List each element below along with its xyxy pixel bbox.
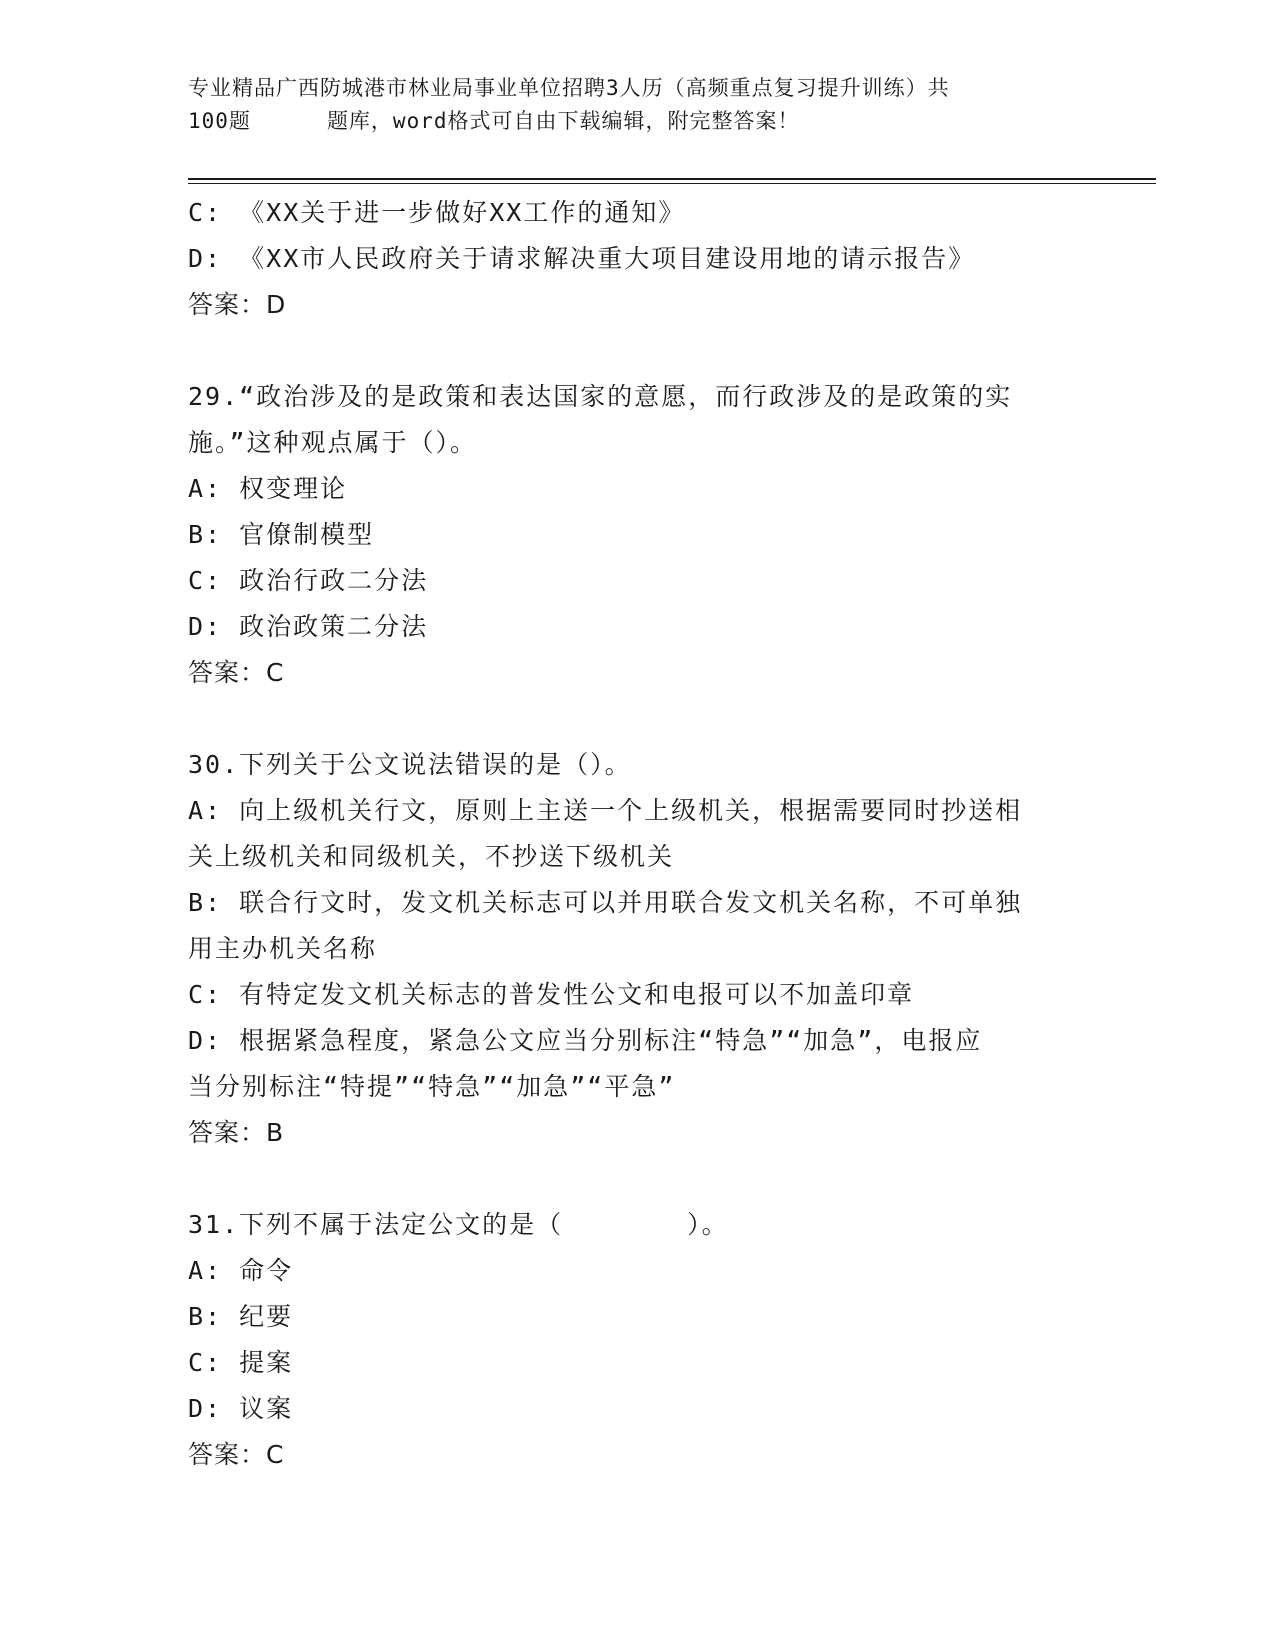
option-d: D: 《XX市人民政府关于请求解决重大项目建设用地的请示报告》 [188, 244, 976, 273]
option-b: B: 官僚制模型 [188, 520, 375, 549]
question-31 [188, 1202, 1088, 1478]
question-28-continued [188, 190, 1088, 328]
question-30 [188, 742, 1088, 1156]
option-d: D: 政治政策二分法 [188, 612, 429, 641]
document-body [188, 190, 1088, 1478]
option-d-continued: 当分别标注“特提”“特急”“加急”“平急” [188, 1072, 676, 1101]
option-c: C: 《XX关于进一步做好XX工作的通知》 [188, 198, 686, 227]
option-c: C: 政治行政二分法 [188, 566, 429, 595]
question-stem-line [188, 1202, 1088, 1248]
option-b: B: 联合行文时，发文机关标志可以并用联合发文机关名称，不可单独 [188, 888, 1023, 917]
answer-line: 答案：D [188, 290, 287, 319]
header-line-1: 专业精品广西防城港市林业局事业单位招聘3人历（高频重点复习提升训练）共 [188, 76, 950, 100]
option-b: B: 纪要 [188, 1302, 294, 1331]
option-c: C: 提案 [188, 1348, 294, 1377]
option-a-continued: 关上级机关和同级机关，不抄送下级机关 [188, 842, 675, 871]
answer-line: 答案：C [188, 658, 285, 687]
header-divider-thin [188, 183, 1156, 184]
option-a: A: 向上级机关行文，原则上主送一个上级机关，根据需要同时抄送相 [188, 796, 1023, 825]
page-header [188, 72, 1108, 138]
option-d: D: 根据紧急程度，紧急公文应当分别标注“特急”“加急”，电报应 [188, 1026, 983, 1055]
header-description: 题库，word格式可自由下载编辑，附完整答案！ [326, 109, 800, 133]
header-divider-thick [188, 178, 1156, 180]
question-stem-line: 30.下列关于公文说法错误的是（）。 [188, 750, 632, 779]
option-d: D: 议案 [188, 1394, 294, 1423]
answer-line: 答案：C [188, 1440, 285, 1469]
option-a: A: 命令 [188, 1256, 294, 1285]
question-stem-line: 施。”这种观点属于（）。 [188, 428, 478, 457]
question-stem-end: ）。 [687, 1210, 729, 1239]
header-count: 100题 [188, 109, 251, 133]
header-line-2 [188, 105, 1108, 138]
question-stem-start: 31.下列不属于法定公文的是（ [188, 1210, 564, 1239]
option-c: C: 有特定发文机关标志的普发性公文和电报可以不加盖印章 [188, 980, 915, 1009]
question-29 [188, 374, 1088, 696]
option-b-continued: 用主办机关名称 [188, 934, 378, 963]
question-stem-line: 29.“政治涉及的是政策和表达国家的意愿，而行政涉及的是政策的实 [188, 382, 1013, 411]
option-a: A: 权变理论 [188, 474, 348, 503]
answer-line: 答案：B [188, 1118, 285, 1147]
